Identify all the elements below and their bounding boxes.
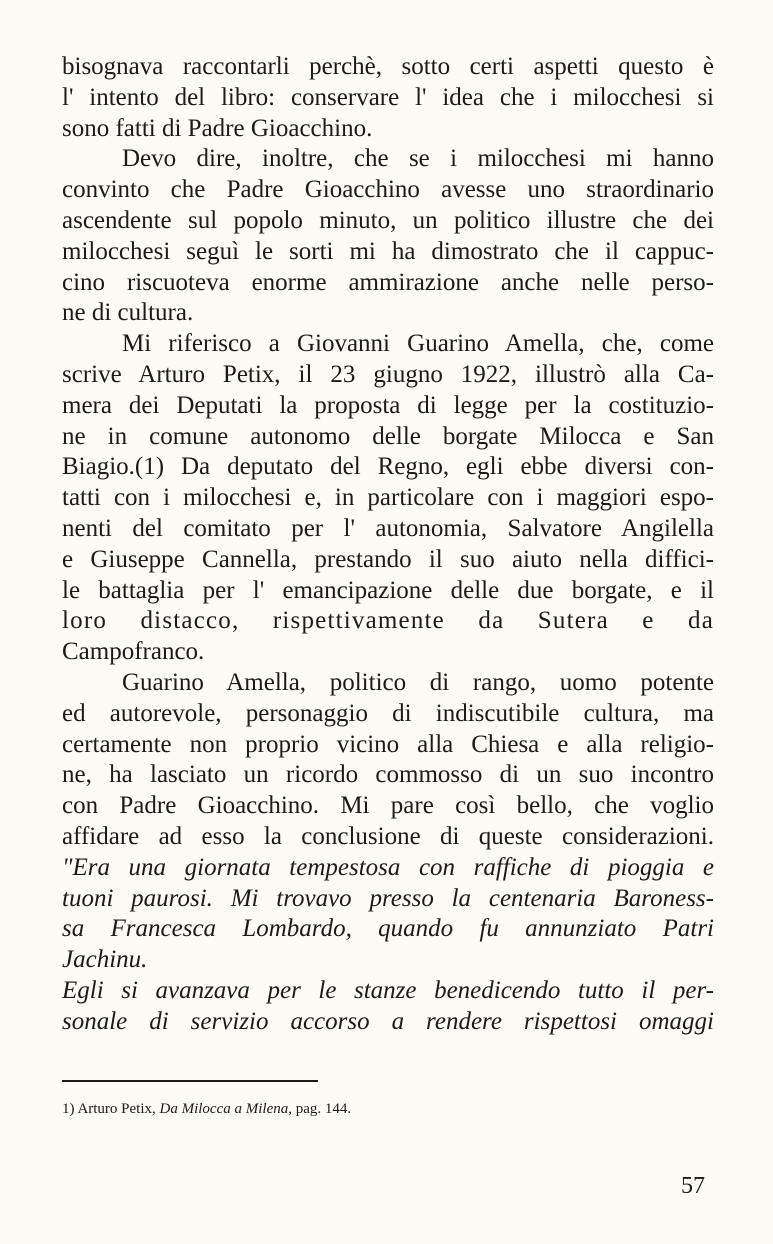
text-line: Mi riferisco a Giovanni Guarino Amella, che, come bbox=[122, 330, 714, 358]
text-line: mera dei Deputati la proposta di legge per la costituzio- bbox=[62, 391, 714, 419]
text-line: ne di cultura. bbox=[62, 299, 194, 327]
quote-line: Egli si avanzava per le stanze benedicendo tutto il per- bbox=[62, 976, 714, 1004]
text-line: l' intento del libro: conservare l' idea che i milocchesi si bbox=[62, 83, 714, 111]
text-line: Biagio.(1) Da deputato del Regno, egli ebbe diversi con- bbox=[62, 453, 714, 481]
footnote-title: Da Milocca a Milena bbox=[159, 1101, 289, 1117]
footnote-pages: , pag. 144. bbox=[288, 1101, 352, 1117]
text-line: Guarino Amella, politico di rango, uomo potente bbox=[122, 668, 714, 696]
text-line: Devo dire, inoltre, che se i milocchesi mi hanno bbox=[122, 145, 714, 173]
footnote-rule bbox=[62, 1080, 318, 1082]
text-line: le battaglia per l' emancipazione delle due borgate, e il bbox=[62, 576, 714, 604]
quote-line: "Era una giornata tempestosa con raffiche di pioggia e bbox=[62, 853, 714, 881]
quote-line: sonale di servizio accorso a rendere rispettosi omaggi bbox=[62, 1007, 714, 1035]
text-line: convinto che Padre Gioacchino avesse uno straordinario bbox=[62, 176, 714, 204]
quote-line: tuoni paurosi. Mi trovavo presso la centenaria Baroness- bbox=[62, 884, 714, 912]
footnote-number: 1) bbox=[62, 1101, 75, 1117]
text-line: bisognava raccontarli perchè, sotto certi aspetti questo è bbox=[62, 53, 714, 80]
quote-line: sa Francesca Lombardo, quando fu annunziato Patri bbox=[62, 915, 714, 943]
text-line: nenti del comitato per l' autonomia, Salvatore Angilella bbox=[62, 514, 714, 542]
quote-line: Jachinu. bbox=[62, 946, 148, 974]
text-line: con Padre Gioacchino. Mi pare così bello, che voglio bbox=[62, 792, 714, 820]
text-line: cino riscuoteva enorme ammirazione anche nelle perso- bbox=[62, 268, 714, 296]
text-line: loro distacco, rispettivamente da Sutera e da bbox=[62, 607, 714, 635]
footnote-author: Arturo Petix, bbox=[77, 1101, 156, 1117]
text-line: ascendente sul popolo minuto, un politico illustre che dei bbox=[62, 206, 714, 234]
text-line: milocchesi seguì le sorti mi ha dimostrato che il cappuc- bbox=[62, 237, 714, 265]
text-line: e Giuseppe Cannella, prestando il suo aiuto nella diffici- bbox=[62, 545, 714, 573]
text-line: scrive Arturo Petix, il 23 giugno 1922, illustrò alla Ca- bbox=[62, 360, 714, 388]
text-line: ne in comune autonomo delle borgate Milocca e San bbox=[62, 422, 714, 450]
text-line: Campofranco. bbox=[62, 638, 205, 666]
text-line: ne, ha lasciato un ricordo commosso di un suo incontro bbox=[62, 761, 714, 789]
text-line: sono fatti di Padre Gioacchino. bbox=[62, 114, 373, 142]
text-line: affidare ad esso la conclusione di queste considerazioni. bbox=[62, 822, 714, 850]
footnote bbox=[62, 1100, 351, 1118]
text-line: ed autorevole, personaggio di indiscutibile cultura, ma bbox=[62, 699, 714, 727]
text-line: certamente non proprio vicino alla Chiesa e alla religio- bbox=[62, 730, 714, 758]
text-line: tatti con i milocchesi e, in particolare con i maggiori espo- bbox=[62, 484, 714, 512]
body-text bbox=[62, 52, 714, 1038]
page-number: 57 bbox=[681, 1173, 705, 1199]
